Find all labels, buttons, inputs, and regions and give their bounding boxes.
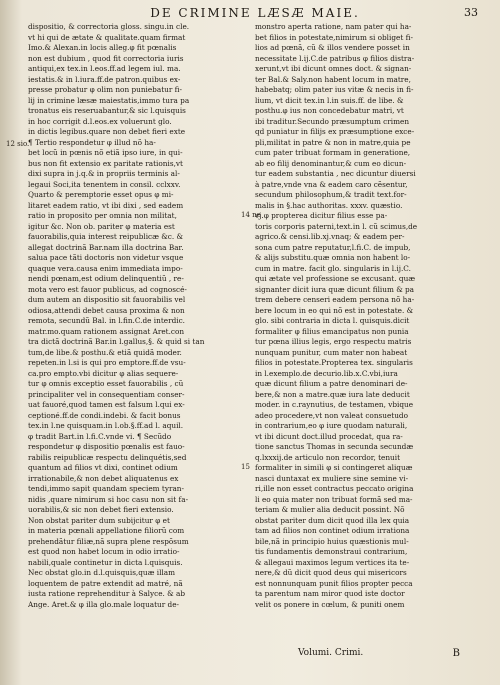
text-line: iestatis.& in l.iura.ff.de patron.quibus ex-: [28, 74, 181, 84]
text-line: presse probatur φ olim non puniebatur fi-: [28, 85, 182, 94]
text-line: vj.φ propterea dicitur filius esse pa-: [255, 211, 388, 220]
margin-note-right-1: 14 ne: [241, 211, 261, 219]
text-line: teriam & mulier alia deducit possint. Nõ: [255, 505, 405, 514]
right-text-column: [255, 22, 477, 610]
text-line: prehendãtur filiæ,nã supra plene respõsum: [28, 536, 189, 546]
text-line: Quarto & peremptorie esset opus φ mi-: [28, 190, 174, 199]
text-line: ibi traditur.Secundo præsumptum crimen: [255, 116, 410, 126]
text-line: cum pater tribuat formam in generatione,: [255, 148, 411, 157]
text-line: li eo quia mater non tribuat formã sed ma-: [255, 494, 413, 504]
text-line: irrationabile,& non debet aliquatenus ex: [28, 473, 179, 483]
text-line: monstro aperta ratione, nam pater qui ha-: [255, 22, 412, 31]
text-line: bere,& non a matre.quæ iura late deducit: [255, 389, 410, 399]
text-line: est quod non habet locum in odio irratio-: [28, 547, 180, 556]
text-line: nunquam punitur, cum mater non habeat: [255, 347, 408, 357]
text-line: in hoc corrigit d.l.eos.ex voluerunt glo.: [28, 116, 172, 126]
text-line: pli,militat in patre & non in matre,quia pe: [255, 137, 411, 147]
text-line: bet locũ in pœnis nõ etiã ipso iure, in qui-: [28, 148, 183, 157]
text-line: nendi pœnam,est odium delinquentiũ , re-: [28, 274, 184, 283]
quire-mark: B: [452, 648, 460, 659]
running-header: [30, 6, 480, 22]
text-line: in contrarium,eo φ iure quodam naturali,: [255, 421, 408, 430]
text-line: tis fundamentis demonstraui contrarium,: [255, 547, 408, 556]
text-line: Nec obstat glo.in d.l.quisquis,quæ illam: [28, 568, 176, 577]
text-line: à patre,vnde vna & eadem caro cẽsentur,: [255, 179, 408, 189]
text-line: signanter dicit iura quæ dicunt filium & pa: [255, 284, 415, 294]
text-line: adeo procedere,vt non valeat consuetudo: [255, 410, 408, 420]
text-line: formaliter in simili φ si contingeret aliquæ: [255, 463, 413, 472]
text-line: dum autem an dispositio sit fauorabilis vel: [28, 295, 186, 304]
text-line: tione sanctus Thomas in secunda secundæ: [255, 442, 414, 451]
text-line: est nonnunquam punit filios propter pecca: [255, 578, 413, 588]
text-line: filios in potestate.Propterea tex. singularis: [255, 358, 413, 367]
text-line: matr.mo.quam rationem assignat Aret.con: [28, 326, 185, 336]
text-line: agrico.& censi.lib.xj.vnaq; & eadem per-: [255, 232, 405, 241]
text-line: bus non fit extensio ex paritate rationis,vt: [28, 158, 183, 168]
text-line: tur pœna illius legis, ergo respectu matris: [255, 337, 412, 346]
text-line: tur φ omnis exceptio esset fauorabilis , cũ: [28, 379, 184, 388]
text-line: fauorabilis,quia interest reipublicæ &c. &: [28, 232, 184, 241]
text-line: principaliter vel in consequentiam conser-: [28, 389, 185, 399]
margin-note-left: 12 sio.: [6, 140, 30, 148]
text-line: posthu.φ ius non concedebatur matri, vt: [255, 106, 404, 115]
text-line: ¶ Tertio respondetur φ illud nõ ha-: [28, 137, 156, 147]
text-line: litaret eadem ratio, vt ibi dixi , sed eadem: [28, 200, 184, 210]
text-line: in materia pœnali appellatione filiorũ com: [28, 526, 185, 535]
text-line: ratio in proposito per omnia non militat,: [28, 211, 177, 220]
text-line: tronatus eis reseruabantur,& sic l.quisquis: [28, 106, 186, 115]
text-line: nasci duntaxat ex muliere sine semine vi-: [255, 473, 409, 483]
text-line: Non obstat pariter dum subijcitur φ et: [28, 515, 170, 525]
text-line: uat fauoré,quod tamen est falsum l.qui ex-: [28, 400, 185, 409]
text-line: dispositio, & correctoria gloss. singu.in cle.: [28, 22, 190, 31]
text-line: ca.pro empto.vbi dicitur φ alias sequere-: [28, 368, 179, 378]
text-line: formaliter φ filius emancipatus non punia: [255, 326, 409, 336]
text-line: ceptioné.ff.de condi.indebi. & facit bonus: [28, 410, 181, 420]
text-line: habebatq; olim pater ius vitæ & necis in fi-: [255, 85, 414, 94]
text-line: dixi supra in j.q.& in propriis terminis al-: [28, 169, 180, 178]
text-line: ab eo filij denominantur,& cum eo dicun-: [255, 158, 407, 168]
text-line: rabilis reipublicæ respectu delinquétis,sed: [28, 452, 187, 462]
text-line: iusta ratione reprehenditur à Salyce. & ab: [28, 589, 186, 598]
text-line: quæ dicunt filium a patre denominari de-: [255, 379, 408, 388]
text-line: mota vero est fauor publicus, ad cognoscé-: [28, 284, 187, 294]
text-line: quaque vera.causa enim immediata impo-: [28, 263, 183, 273]
text-line: salua pace tãti doctoris non videtur vsque: [28, 253, 184, 262]
text-line: Ange. Aret.& φ illa glo.male loquatur de-: [28, 599, 180, 609]
signature-line: Volumi. Crimi.: [298, 648, 364, 658]
left-text-column: [28, 22, 250, 610]
text-line: lium, vt dicit tex.in l.in suis.ff. de libe. &: [255, 95, 404, 105]
text-line: antiqui,ex tex.in l.eos.ff.ad legem iul. ma.: [28, 64, 181, 73]
text-line: bet filios in potestate,nimirum si obliget fi-: [255, 32, 413, 42]
text-line: obstat pariter dum dicit quod illa lex quia: [255, 515, 410, 525]
running-title: DE CRIMINE LÆSÆ MAIE.: [150, 6, 360, 20]
text-line: tam ad filios non continet odium irrationa: [255, 526, 410, 535]
text-line: tur eadem substantia , nec dicuntur diuersi: [255, 169, 416, 178]
text-line: xerunt,vt ibi dicunt omnes doct. & signan-: [255, 64, 412, 73]
text-line: tex.in l.ne quisquam.in l.ob.§.ff.ad l. aquil.: [28, 421, 184, 430]
text-line: legaui Soci,ita tenentem in consil. cclxxv.: [28, 179, 181, 189]
text-line: glo. sibi contraria in dicta l. quisquis.dicit: [255, 316, 410, 325]
text-line: necessitate l.ij.C.de patribus φ filios distra-: [255, 53, 415, 63]
text-line: & alijs substitu.quæ omnia non habent lo-: [255, 253, 411, 262]
margin-note-right-2: 15: [241, 463, 250, 471]
text-line: toris corporis paterni,text.in l. cũ scimus,de: [255, 221, 418, 231]
text-line: lij in crimine læsæ maiestatis,immo tura pa: [28, 95, 190, 105]
text-line: igitur &c. Non ob. pariter φ materia est: [28, 221, 175, 231]
text-line: ta parentum nam miror quod iste doctor: [255, 589, 405, 598]
text-line: allegat doctrinã Bar.nam illa doctrina Bar.: [28, 242, 184, 252]
text-line: malis in §.hac authoritas. xxxv. quæstio.: [255, 200, 403, 210]
text-line: loquentem de patre extendit ad matré, nã: [28, 578, 183, 588]
text-line: repeten.in l.si is qui pro emptore.ff.de vsu-: [28, 358, 186, 367]
text-line: secundum philosophum,& tradit text.for-: [255, 190, 407, 199]
text-line: Imo.& Alexan.in locis alleg.φ fit pœnalis: [28, 43, 177, 52]
text-line: φ tradit Bart.in l.fi.C.vnde vi. ¶ Secũdo: [28, 431, 172, 441]
text-line: nidis ,quare nimirum si hoc casu non sit fa-: [28, 494, 189, 504]
text-line: trem debere censeri eadem persona nõ ha-: [255, 295, 415, 304]
text-line: in dictis legibus.quare non debet fieri exte: [28, 127, 186, 136]
text-line: vt hi qui de ætate & qualitate.quam firmat: [28, 32, 186, 42]
text-line: ri,ille non esset contractus peccato origina: [255, 484, 414, 493]
folio-number: 33: [464, 6, 478, 19]
text-line: & allegaui maximos legum vertices ita te-: [255, 557, 410, 567]
text-line: remota, secundũ Bal. in l.fin.C.de interdic.: [28, 316, 185, 325]
text-line: respondetur φ dispositio pœnalis est fauo-: [28, 442, 185, 451]
text-line: ter Bal.& Saly.non habent locum in matre,: [255, 74, 411, 84]
text-line: tra dictã doctrinã Bar.in l.gallus,§. & quid si tan: [28, 337, 205, 346]
text-line: qd puniatur in filijs ex præsumptione exce-: [255, 127, 415, 136]
text-line: tendi,immo sapit quandam speciem tyran-: [28, 484, 184, 493]
text-line: sona cum patre reputatur,l.fi.C. de impub,: [255, 242, 411, 252]
text-line: bere locum in eo qui nõ est in potestate. &: [255, 305, 414, 315]
text-line: nabili,quale continetur in dicta l.quisquis.: [28, 557, 183, 567]
text-line: lios ad pœnã, cũ & illos vendere posset in: [255, 43, 410, 52]
text-line: vt ibi dicunt doct.illud procedat, qua ra-: [255, 431, 403, 441]
text-line: quantum ad filios vt dixi, continet odium: [28, 463, 178, 472]
page-footer: [28, 648, 480, 662]
text-line: odiosa,attendi debet causa proxima & non: [28, 305, 185, 315]
text-line: bile,nã in principio huius quæstionis mul-: [255, 536, 409, 546]
text-line: in l.exemplo.de decurio.lib.x.C.vbi,iura: [255, 368, 398, 378]
text-line: uorabilis,& sic non debet fieri extensio.: [28, 505, 174, 514]
text-line: nere,& dũ dicit quod deus qui misericors: [255, 568, 407, 577]
text-line: non est dubium , quod fit correctoria iuris: [28, 53, 184, 63]
text-line: cum in matre. facit glo. singularis in l.ij.C.: [255, 263, 411, 273]
text-line: moder. in c.raynutius, de testamen, vbique: [255, 400, 414, 409]
text-line: q.lxxxij.de articulo non recordor, tenuit: [255, 452, 401, 462]
text-line: tum,de libe.& posthu.& etiã quidã moder.: [28, 347, 182, 357]
text-line: velit os ponere in cœlum, & puniti onem: [255, 599, 405, 609]
text-line: qui ætate vel professione se excusant. quæ: [255, 274, 416, 283]
